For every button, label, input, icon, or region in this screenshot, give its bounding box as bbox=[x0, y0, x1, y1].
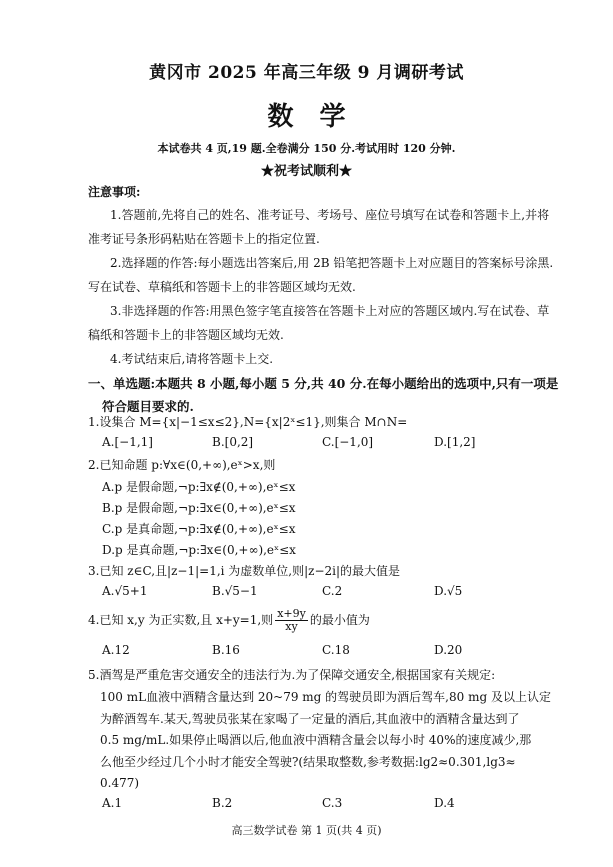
exam-title: 黄冈市 2025 年高三年级 9 月调研考试 bbox=[149, 63, 464, 83]
q2-option-b: B.p 是假命题,¬p:∃x∈(0,+∞),eˣ≤x bbox=[102, 501, 296, 515]
note-item-3: 3.非选择题的作答:用黑色签字笔直接答在答题卡上对应的答题区域内.写在试卷、草稿纸和答题卡上的非答题区域均无效. bbox=[88, 304, 550, 342]
q5-option-d: D.4 bbox=[434, 796, 455, 810]
exam-info: 本试卷共 4 页,19 题.全卷满分 150 分.考试用时 120 分钟. bbox=[157, 142, 456, 155]
question-5-body bbox=[100, 687, 560, 795]
q2-option-d: D.p 是真命题,¬p:∃x∈(0,+∞),eˣ≤x bbox=[102, 543, 296, 557]
q2-option-a: A.p 是假命题,¬p:∃x∉(0,+∞),eˣ≤x bbox=[102, 480, 296, 494]
question-5-line-1: 5.酒驾是严重危害交通安全的违法行为.为了保障交通安全,根据国家有关规定: bbox=[88, 668, 496, 682]
q1-option-d: D.[1,2] bbox=[434, 435, 476, 449]
question-5-line-6: 0.477) bbox=[100, 776, 140, 790]
q4-option-d: D.20 bbox=[434, 643, 463, 657]
q4-stem-pre: 4.已知 x,y 为正实数,且 x+y=1,则 bbox=[88, 613, 274, 627]
note-item-2: 2.选择题的作答:每小题选出答案后,用 2B 铅笔把答题卡上对应题目的答案标号涂黑.写在试卷、草稿纸和答题卡上的非答题区域均无效. bbox=[88, 256, 554, 294]
q4-fraction bbox=[275, 608, 308, 633]
q4-stem-post: 的最小值为 bbox=[309, 613, 370, 627]
q5-option-a: A.1 bbox=[102, 796, 123, 810]
q3-option-a: A.√5+1 bbox=[102, 584, 148, 598]
section-heading-line2: 符合题目要求的. bbox=[102, 399, 194, 414]
q4-fraction-numerator: x+9y bbox=[277, 607, 306, 620]
subject-title: 数学 bbox=[267, 102, 372, 132]
good-luck-banner: ★祝考试顺利★ bbox=[260, 164, 352, 179]
q3-option-b: B.√5−1 bbox=[212, 584, 258, 598]
q1-option-a: A.[−1,1] bbox=[102, 435, 153, 449]
note-item-1: 1.答题前,先将自己的姓名、准考证号、考场号、座位号填写在试卷和答题卡上,并将准考证号条形码粘贴在答题卡上的指定位置. bbox=[88, 208, 550, 246]
q1-option-b: B.[0,2] bbox=[212, 435, 254, 449]
q3-option-c: C.2 bbox=[322, 584, 343, 598]
page-footer: 高三数学试卷 第 1 页(共 4 页) bbox=[231, 824, 382, 837]
q5-option-c: C.3 bbox=[322, 796, 343, 810]
question-5-options bbox=[102, 796, 542, 816]
question-3-options bbox=[102, 584, 542, 604]
question-5-line-5: 么他至少经过几个小时才能安全驾驶?(结果取整数,参考数据:lg2≈0.301,lg3≈ bbox=[100, 754, 516, 769]
question-2-stem: 2.已知命题 p:∀x∈(0,+∞),eˣ>x,则 bbox=[88, 458, 276, 472]
q2-option-c: C.p 是真命题,¬p:∃x∉(0,+∞),eˣ≤x bbox=[102, 522, 296, 536]
q4-option-a: A.12 bbox=[102, 643, 130, 657]
q4-fraction-denominator: xy bbox=[285, 620, 298, 633]
question-4-stem bbox=[88, 608, 568, 633]
note-item-4: 4.考试结束后,请将答题卡上交. bbox=[110, 352, 274, 366]
q5-option-b: B.2 bbox=[212, 796, 233, 810]
question-1-stem: 1.设集合 M={x|−1≤x≤2},N={x|2ˣ≤1},则集合 M∩N= bbox=[88, 415, 408, 429]
q1-option-c: C.[−1,0] bbox=[322, 435, 374, 449]
question-5-line-4: 0.5 mg/mL.如果停止喝酒以后,他血液中酒精含量会以每小时 40%的速度减少,那 bbox=[100, 733, 532, 747]
q4-option-c: C.18 bbox=[322, 643, 350, 657]
q4-option-b: B.16 bbox=[212, 643, 240, 657]
q3-option-d: D.√5 bbox=[434, 584, 463, 598]
question-5-line-3: 为醉酒驾车.某天,驾驶员张某在家喝了一定量的酒后,其血液中的酒精含量达到了 bbox=[100, 711, 520, 726]
question-5-line-2: 100 mL血液中酒精含量达到 20~79 mg 的驾驶员即为酒后驾车,80 mg 及以上认定 bbox=[100, 690, 551, 704]
question-1-options bbox=[102, 435, 542, 455]
section-heading-line1: 一、单选题:本题共 8 小题,每小题 5 分,共 40 分.在每小题给出的选项中,只有一项是 bbox=[88, 376, 559, 391]
question-4-options bbox=[102, 643, 542, 663]
question-3-stem: 3.已知 z∈C,且|z−1|=1,i 为虚数单位,则|z−2i|的最大值是 bbox=[88, 564, 401, 578]
notes-heading: 注意事项: bbox=[88, 185, 141, 199]
